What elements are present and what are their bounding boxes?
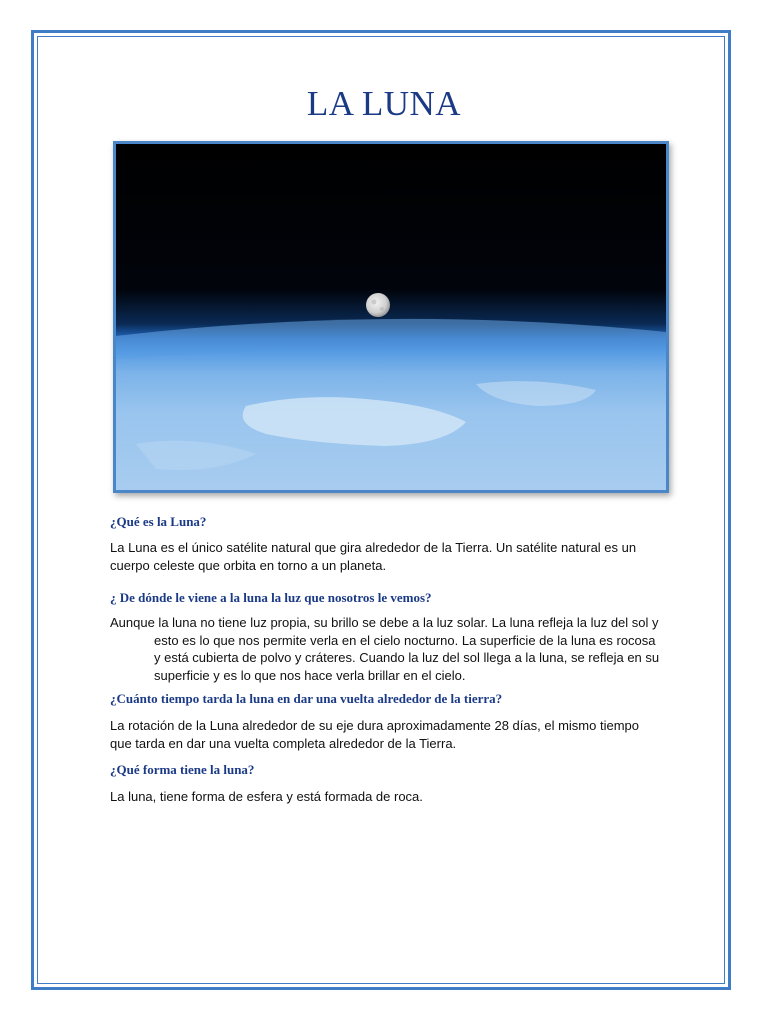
- question-2: ¿ De dónde le viene a la luna la luz que nosotros le vemos?: [110, 590, 432, 605]
- answer-4: La luna, tiene forma de esfera y está formada de roca.: [110, 789, 423, 804]
- answer-3: La rotación de la Luna alrededor de su eje dura aproximadamente 28 días, el mismo tiempo que tarda en dar una vuelta completa alrededor de la Tierra.: [110, 718, 639, 751]
- question-1: ¿Qué es la Luna?: [110, 514, 207, 529]
- answer-1: La Luna es el único satélite natural que gira alrededor de la Tierra. Un satélite natural es un cuerpo celeste que orbita en torno a un planeta.: [110, 540, 637, 573]
- question-4: ¿Qué forma tiene la luna?: [110, 762, 255, 777]
- question-3: ¿Cuánto tiempo tarda la luna en dar una vuelta alrededor de la tierra?: [110, 691, 503, 706]
- page-title: LA LUNA: [306, 84, 462, 123]
- moon-photo: [113, 141, 669, 493]
- answer-2: Aunque la luna no tiene luz propia, su brillo se debe a la luz solar. La luna refleja la luz del sol y esto es lo que nos permite verla en el cielo nocturno. La superficie de la luna es rocosa y está cubierta de polvo y cráteres. Cuando la luz del sol llega a la luna, se refleja en su superficie y es lo que nos hace verla brillar en el cielo.: [110, 615, 660, 683]
